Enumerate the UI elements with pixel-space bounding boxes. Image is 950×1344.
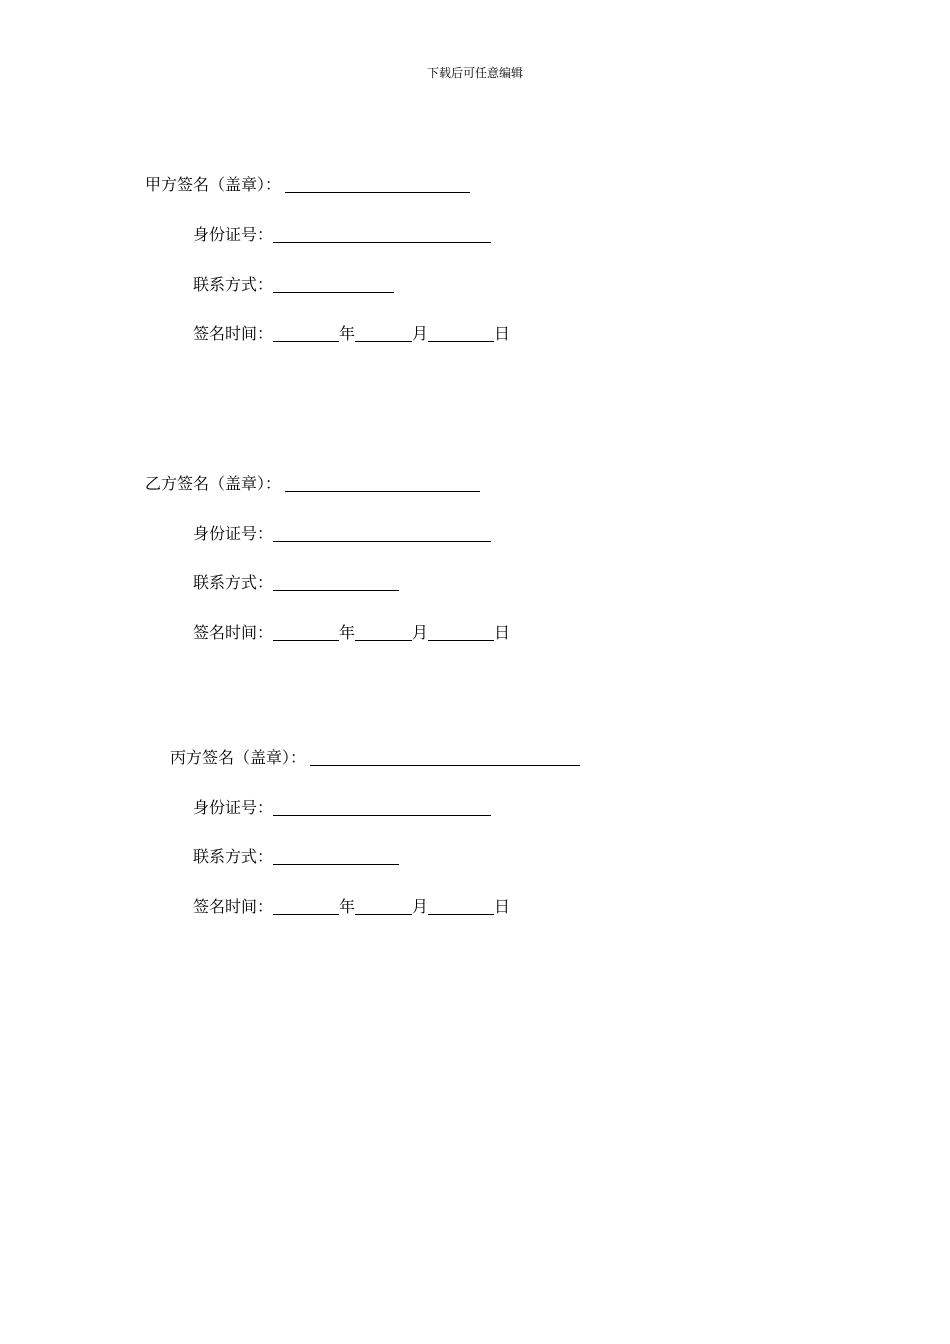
- party-c-signature-blank[interactable]: [310, 749, 580, 766]
- party-b-year-blank[interactable]: [273, 624, 339, 641]
- party-a-id-label: 身份证号：: [193, 225, 274, 244]
- party-b-id-row: [193, 523, 491, 545]
- party-b-month-unit: 月: [412, 623, 429, 642]
- party-a-year-blank[interactable]: [273, 325, 339, 342]
- party-c-day-unit: 日: [494, 897, 511, 916]
- party-a-year-unit: 年: [339, 324, 356, 343]
- party-b-signature-blank[interactable]: [285, 475, 480, 492]
- party-c-id-blank[interactable]: [273, 799, 491, 816]
- party-b-contact-blank[interactable]: [273, 574, 399, 591]
- party-c-contact-blank[interactable]: [273, 848, 399, 865]
- party-a-month-blank[interactable]: [355, 325, 412, 342]
- party-a-contact-blank[interactable]: [273, 276, 394, 293]
- party-a-contact-row: [193, 274, 394, 296]
- party-c-contact-label: 联系方式：: [193, 847, 274, 866]
- party-c-month-blank[interactable]: [355, 898, 412, 915]
- party-a-month-unit: 月: [412, 324, 429, 343]
- party-c-date-row: [193, 896, 510, 918]
- party-b-signature-row: [145, 473, 480, 495]
- party-b-day-unit: 日: [494, 623, 511, 642]
- party-a-day-unit: 日: [494, 324, 511, 343]
- party-b-id-blank[interactable]: [273, 525, 491, 542]
- party-a-id-blank[interactable]: [273, 226, 491, 243]
- party-a-contact-label: 联系方式：: [193, 275, 274, 294]
- party-b-month-blank[interactable]: [355, 624, 412, 641]
- party-b-date-row: [193, 622, 510, 644]
- party-b-contact-label: 联系方式：: [193, 573, 274, 592]
- party-c-id-label: 身份证号：: [193, 798, 274, 817]
- party-c-date-label: 签名时间：: [193, 897, 274, 916]
- party-c-signature-label: 丙方签名（盖章）：: [170, 748, 307, 767]
- party-b-id-label: 身份证号：: [193, 524, 274, 543]
- party-b-day-blank[interactable]: [428, 624, 494, 641]
- party-c-year-blank[interactable]: [273, 898, 339, 915]
- party-a-id-row: [193, 224, 491, 246]
- party-a-date-label: 签名时间：: [193, 324, 274, 343]
- party-c-signature-row: [170, 747, 580, 769]
- party-c-id-row: [193, 797, 491, 819]
- party-b-contact-row: [193, 572, 399, 594]
- page-header: 下载后可任意编辑: [426, 66, 523, 80]
- party-c-day-blank[interactable]: [428, 898, 494, 915]
- party-a-signature-blank[interactable]: [285, 176, 470, 193]
- party-a-signature-row: [145, 174, 470, 196]
- party-a-signature-label: 甲方签名（盖章）：: [145, 175, 282, 194]
- party-b-date-label: 签名时间：: [193, 623, 274, 642]
- party-b-signature-label: 乙方签名（盖章）：: [145, 474, 282, 493]
- party-a-date-row: [193, 323, 510, 345]
- party-c-year-unit: 年: [339, 897, 356, 916]
- party-c-month-unit: 月: [412, 897, 429, 916]
- party-a-day-blank[interactable]: [428, 325, 494, 342]
- party-b-year-unit: 年: [339, 623, 356, 642]
- party-c-contact-row: [193, 846, 399, 868]
